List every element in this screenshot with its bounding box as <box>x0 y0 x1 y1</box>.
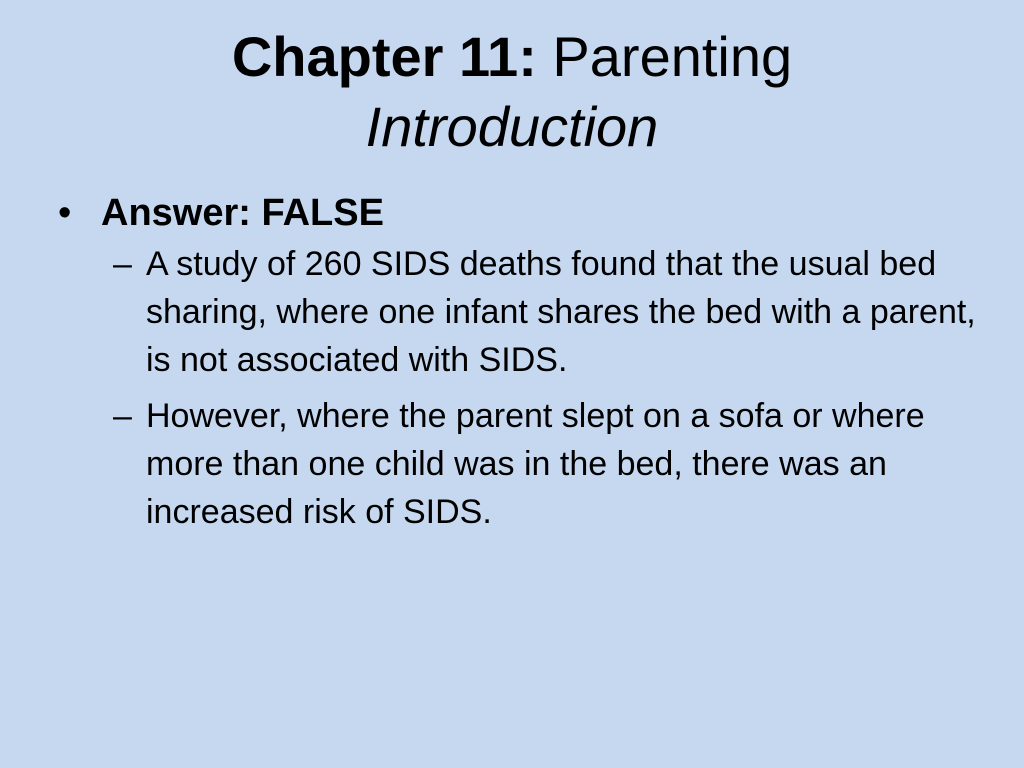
title-prefix: Chapter 11: <box>231 25 537 88</box>
sub-bullet-risk <box>58 392 978 536</box>
title-main: Parenting <box>536 25 793 88</box>
sub-bullet-marker: – <box>113 397 132 435</box>
slide-subtitle: Introduction <box>365 95 659 158</box>
bullet-marker: • <box>58 192 72 234</box>
slide-title <box>0 22 1024 162</box>
slide-body <box>58 190 978 544</box>
sub-bullet-marker: – <box>113 245 132 283</box>
sub-bullet-text: However, where the parent slept on a sofa or where more than one child was in the bed, there was an increased risk of SIDS. <box>146 397 925 531</box>
bullet-text: Answer: FALSE <box>101 192 384 234</box>
sub-bullet-study <box>58 240 978 384</box>
sub-bullet-text: A study of 260 SIDS deaths found that the usual bed sharing, where one infant shares the bed with a parent, is not associated with SIDS. <box>146 245 976 379</box>
bullet-answer <box>58 190 978 236</box>
